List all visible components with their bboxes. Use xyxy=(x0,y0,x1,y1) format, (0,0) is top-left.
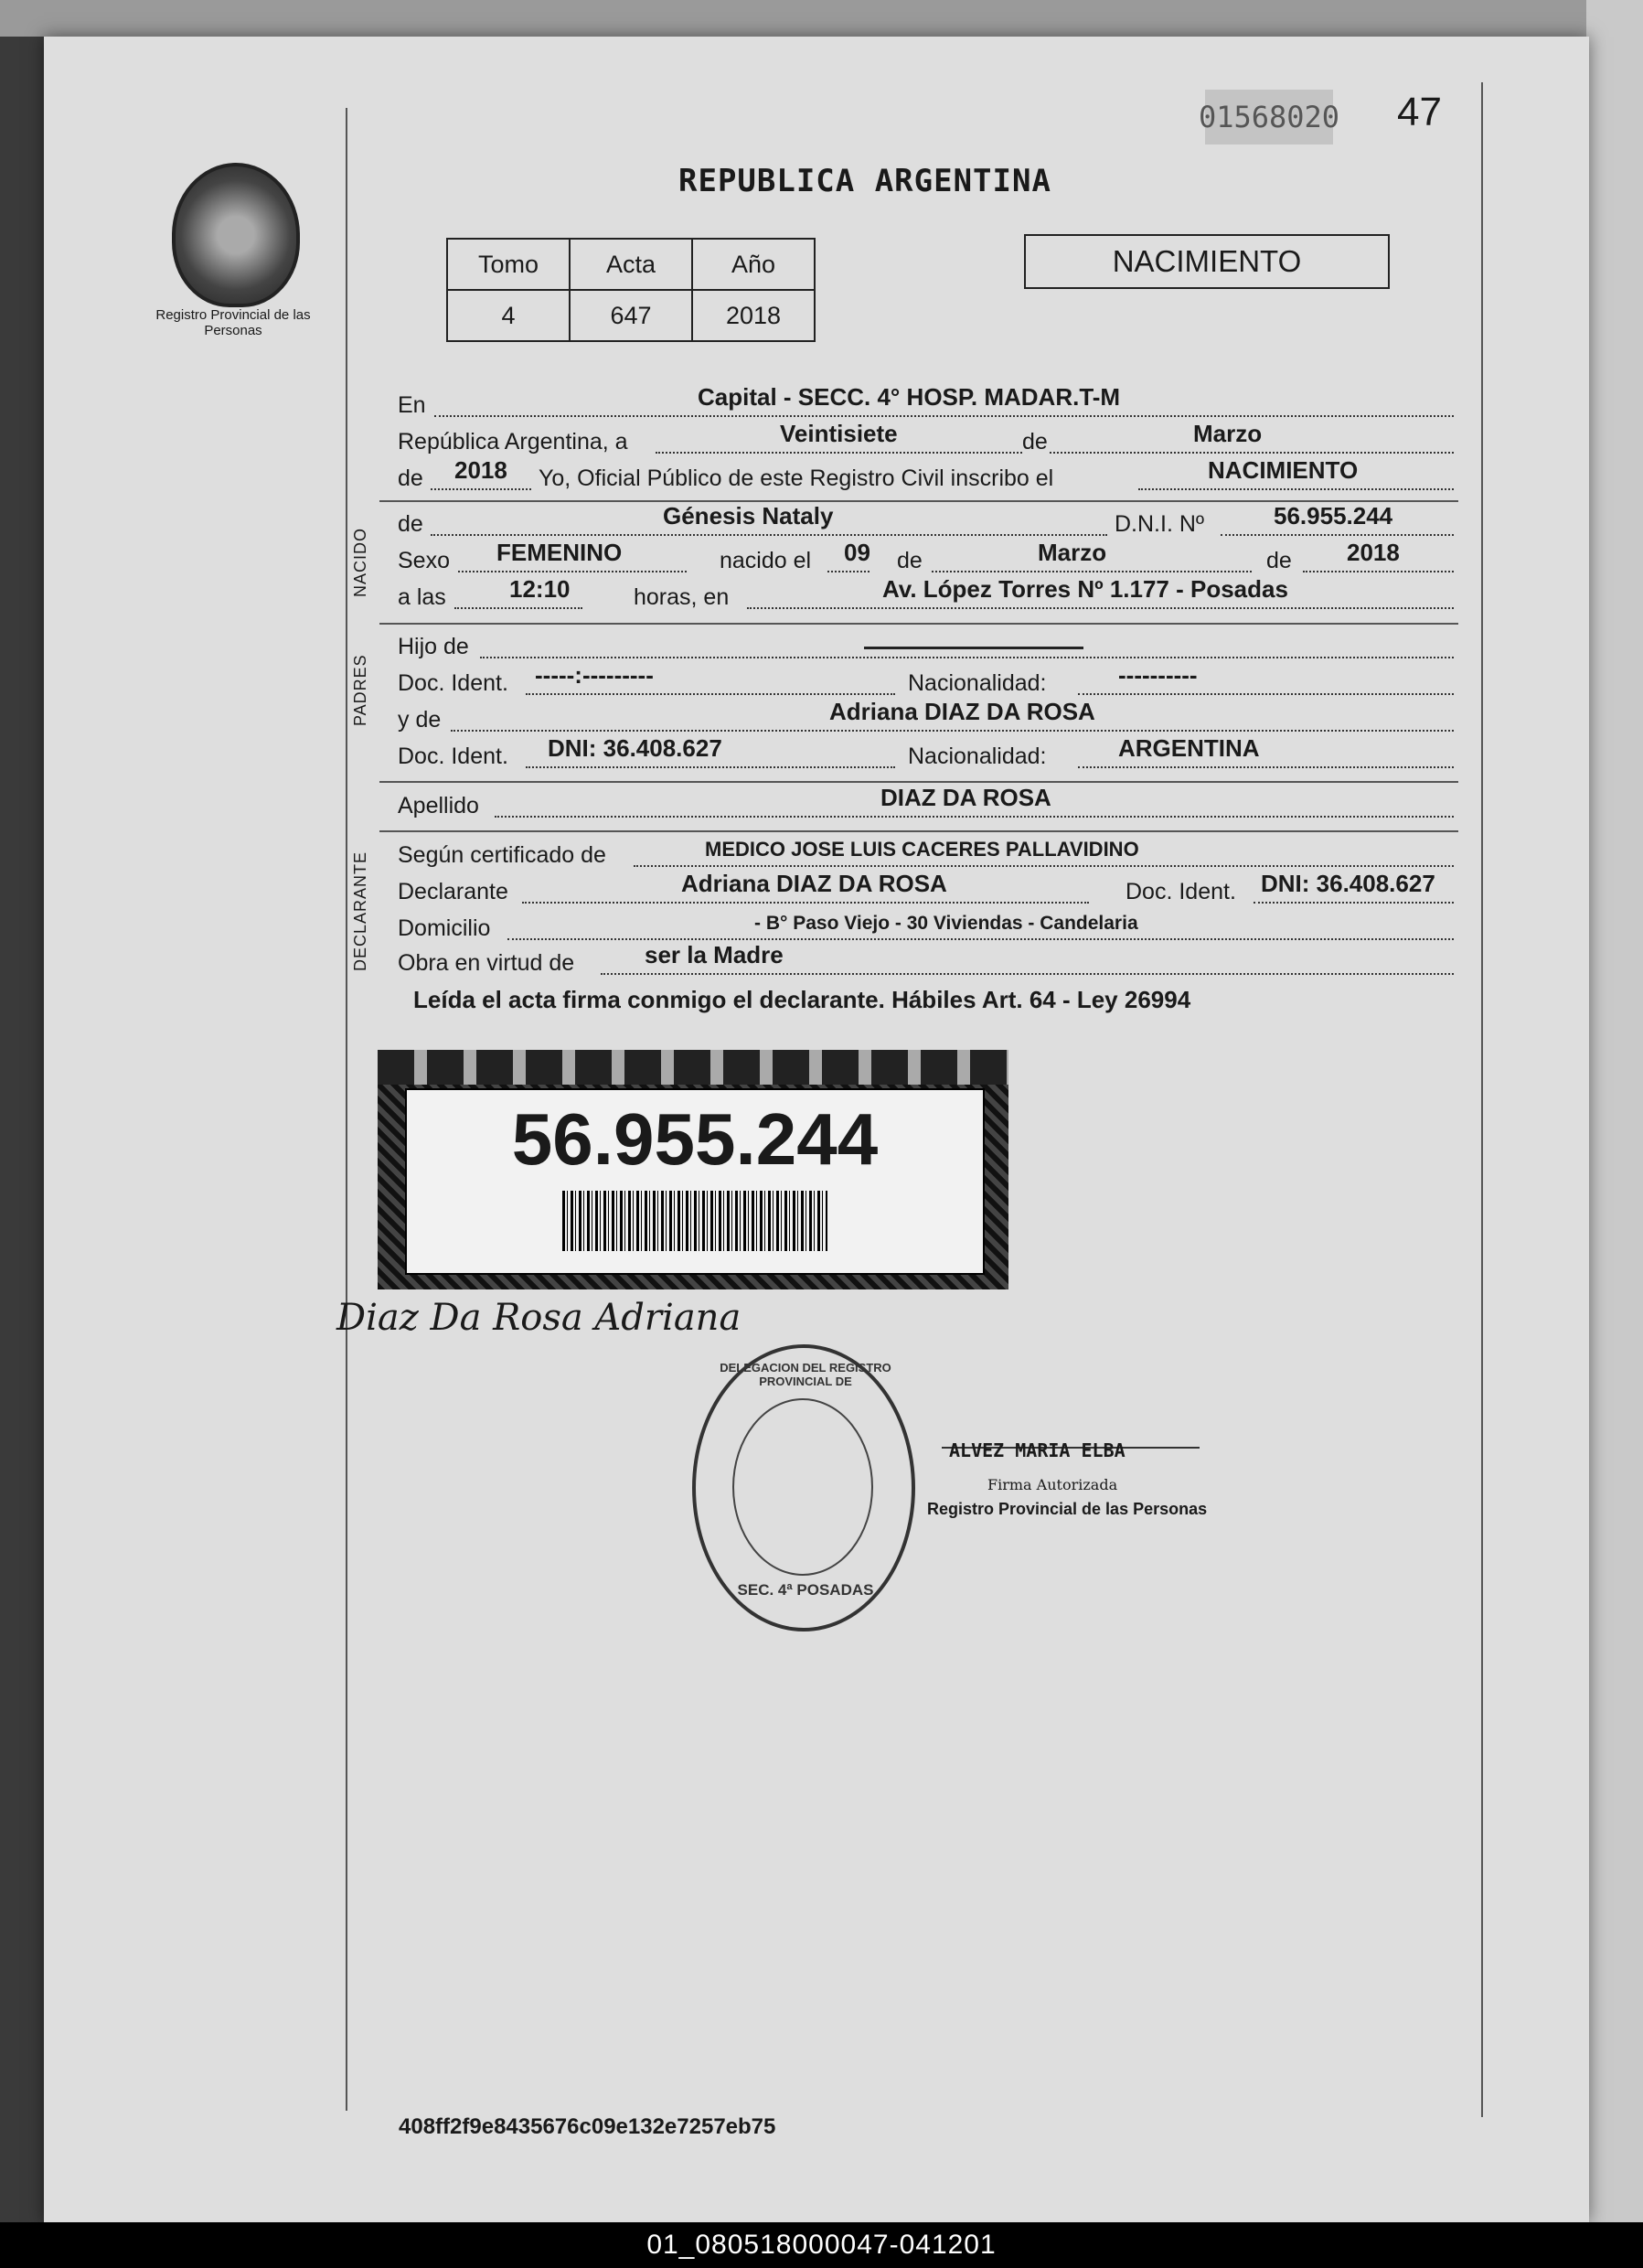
province-seal-icon xyxy=(172,163,300,307)
label-alas: a las xyxy=(398,584,446,610)
dotted-line xyxy=(454,607,582,609)
row-republica xyxy=(398,421,1454,459)
dotted-line xyxy=(458,571,687,572)
official-stamp xyxy=(692,1344,915,1631)
value-dni: 56.955.244 xyxy=(1274,502,1393,530)
dotted-line xyxy=(1078,693,1454,695)
value-en: Capital - SECC. 4° HOSP. MADAR.T-M xyxy=(698,383,1121,411)
label-yde: y de xyxy=(398,707,442,733)
dotted-line xyxy=(747,607,1454,609)
label-nac1: Nacionalidad: xyxy=(908,670,1047,696)
value-apellido: DIAZ DA ROSA xyxy=(880,784,1051,811)
section-label-nacido: NACIDO xyxy=(351,528,369,598)
section-separator xyxy=(379,830,1458,832)
value-inscribo: NACIMIENTO xyxy=(1208,456,1359,484)
label-obra: Obra en virtud de xyxy=(398,950,575,976)
legal-statement: Leída el acta firma conmigo el declarante. Hábiles Art. 64 - Ley 26994 xyxy=(413,986,1191,1013)
dotted-line xyxy=(526,766,895,768)
label-decl-doc: Doc. Ident. xyxy=(1126,879,1236,904)
table-header-tomo: Tomo xyxy=(447,239,570,290)
right-margin-line xyxy=(1481,82,1483,2117)
stamp-ring-text: DELEGACION DEL REGISTRO PROVINCIAL DE xyxy=(720,1361,891,1388)
barcode-icon xyxy=(562,1191,827,1251)
label-horas: horas, en xyxy=(634,584,730,610)
page-title: REPUBLICA ARGENTINA xyxy=(678,163,1051,199)
value-nac-anio: 2018 xyxy=(1347,539,1400,566)
dotted-line xyxy=(507,938,1454,940)
dotted-line xyxy=(827,571,870,572)
dotted-line xyxy=(431,534,1107,536)
value-doc2: DNI: 36.408.627 xyxy=(548,734,722,762)
label-domicilio: Domicilio xyxy=(398,915,491,941)
value-madre: Adriana DIAZ DA ROSA xyxy=(829,698,1095,725)
sticker-label xyxy=(405,1088,985,1275)
value-doc1: -----:--------- xyxy=(535,661,654,689)
label-de: de xyxy=(398,511,423,537)
table-header-acta: Acta xyxy=(570,239,692,290)
dotted-line xyxy=(434,415,1454,417)
label-sexo: Sexo xyxy=(398,548,450,573)
value-nac-mes: Marzo xyxy=(1038,539,1107,566)
section-label-padres: PADRES xyxy=(351,654,369,727)
dotted-line xyxy=(526,693,895,695)
label-de: de xyxy=(1022,429,1048,455)
value-anio: 2018 xyxy=(454,456,507,484)
section-separator xyxy=(379,781,1458,783)
value-obra: ser la Madre xyxy=(645,941,784,968)
label-apellido: Apellido xyxy=(398,793,479,818)
row-hijo xyxy=(398,626,1454,664)
dotted-line xyxy=(522,902,1089,904)
row-nombre xyxy=(398,503,1454,541)
label-nac2: Nacionalidad: xyxy=(908,744,1047,769)
row-domicilio xyxy=(398,907,1454,946)
seal-caption: Registro Provincial de las Personas xyxy=(155,307,311,338)
row-sexo xyxy=(398,540,1454,578)
dotted-line xyxy=(495,816,1454,818)
scan-top-edge xyxy=(0,0,1643,37)
dotted-line xyxy=(1221,534,1454,536)
dotted-line xyxy=(634,865,1454,867)
folio-number: 47 xyxy=(1397,90,1442,134)
stamp-seal-icon xyxy=(732,1398,873,1576)
label-cert: Según certificado de xyxy=(398,842,606,868)
dotted-line xyxy=(451,730,1454,732)
value-hora: 12:10 xyxy=(509,575,571,603)
row-doc1 xyxy=(398,662,1454,701)
label-hijo: Hijo de xyxy=(398,634,469,659)
row-en xyxy=(398,384,1454,423)
dotted-line xyxy=(932,571,1252,572)
value-nac1: ---------- xyxy=(1118,661,1198,689)
value-dia: Veintisiete xyxy=(780,420,898,447)
section-separator xyxy=(379,623,1458,625)
label-doc2: Doc. Ident. xyxy=(398,744,508,769)
value-nac-dia: 09 xyxy=(844,539,870,566)
row-inscribo xyxy=(398,457,1454,496)
dotted-line xyxy=(601,973,1454,975)
section-label-declarante: DECLARANTE xyxy=(351,850,369,971)
dotted-line xyxy=(1078,766,1454,768)
sticker-pattern xyxy=(378,1050,1008,1085)
row-madre xyxy=(398,699,1454,737)
row-declarante xyxy=(398,871,1454,909)
authority-name: ALVEZ MARIA ELBA xyxy=(949,1439,1126,1461)
label-de: de xyxy=(398,465,423,491)
label-declarante: Declarante xyxy=(398,879,508,904)
dotted-line xyxy=(480,657,1454,658)
row-doc2 xyxy=(398,735,1454,774)
row-obra xyxy=(398,942,1454,980)
file-name-footer: 01_080518000047-041201 xyxy=(0,2222,1643,2268)
value-mes: Marzo xyxy=(1193,420,1263,447)
id-sticker xyxy=(378,1050,1008,1289)
label-doc1: Doc. Ident. xyxy=(398,670,508,696)
label-de: de xyxy=(1266,548,1292,573)
authority-org: Registro Provincial de las Personas xyxy=(927,1500,1208,1518)
row-apellido xyxy=(398,785,1454,823)
dotted-line xyxy=(1254,902,1454,904)
dotted-line xyxy=(1138,488,1454,490)
row-hora xyxy=(398,576,1454,615)
authority-role: Firma Autorizada xyxy=(987,1476,1118,1493)
value-lugar: Av. López Torres Nº 1.177 - Posadas xyxy=(882,575,1288,603)
table-header-anio: Año xyxy=(692,239,815,290)
label-en: En xyxy=(398,392,426,418)
document-hash: 408ff2f9e8435676c09e132e7257eb75 xyxy=(399,2114,776,2139)
registration-table xyxy=(446,238,816,342)
table-value-anio: 2018 xyxy=(692,290,815,341)
label-de: de xyxy=(897,548,923,573)
record-type: NACIMIENTO xyxy=(1024,234,1390,289)
handwritten-signature: Diaz Da Rosa Adriana xyxy=(336,1297,741,1339)
label-yo: Yo, Oficial Público de este Registro Civil inscribo el xyxy=(539,465,1054,491)
value-domicilio: - B° Paso Viejo - 30 Viviendas - Candelaria xyxy=(754,913,1138,934)
value-decl-doc: DNI: 36.408.627 xyxy=(1261,870,1435,897)
value-nac2: ARGENTINA xyxy=(1118,734,1260,762)
blank-dash xyxy=(864,647,1083,649)
label-nacido: nacido el xyxy=(720,548,812,573)
serial-number: 01568020 xyxy=(1205,90,1333,144)
sticker-number: 56.955.244 xyxy=(511,1098,879,1180)
dotted-line xyxy=(431,488,531,490)
page-edge xyxy=(1586,0,1643,2222)
row-certificado xyxy=(398,834,1454,872)
stamp-center-text: SEC. 4ª POSADAS xyxy=(737,1581,874,1599)
value-cert: MEDICO JOSE LUIS CACERES PALLAVIDINO xyxy=(705,838,1139,861)
value-sexo: FEMENINO xyxy=(496,539,623,566)
label-republica: República Argentina, a xyxy=(398,429,628,455)
value-nombre: Génesis Nataly xyxy=(663,502,834,530)
dotted-line xyxy=(656,452,1454,454)
label-dni: D.N.I. Nº xyxy=(1115,511,1205,537)
table-value-tomo: 4 xyxy=(447,290,570,341)
value-declarante: Adriana DIAZ DA ROSA xyxy=(681,870,947,897)
dotted-line xyxy=(1303,571,1454,572)
table-value-acta: 647 xyxy=(570,290,692,341)
left-margin-line xyxy=(346,108,347,2111)
